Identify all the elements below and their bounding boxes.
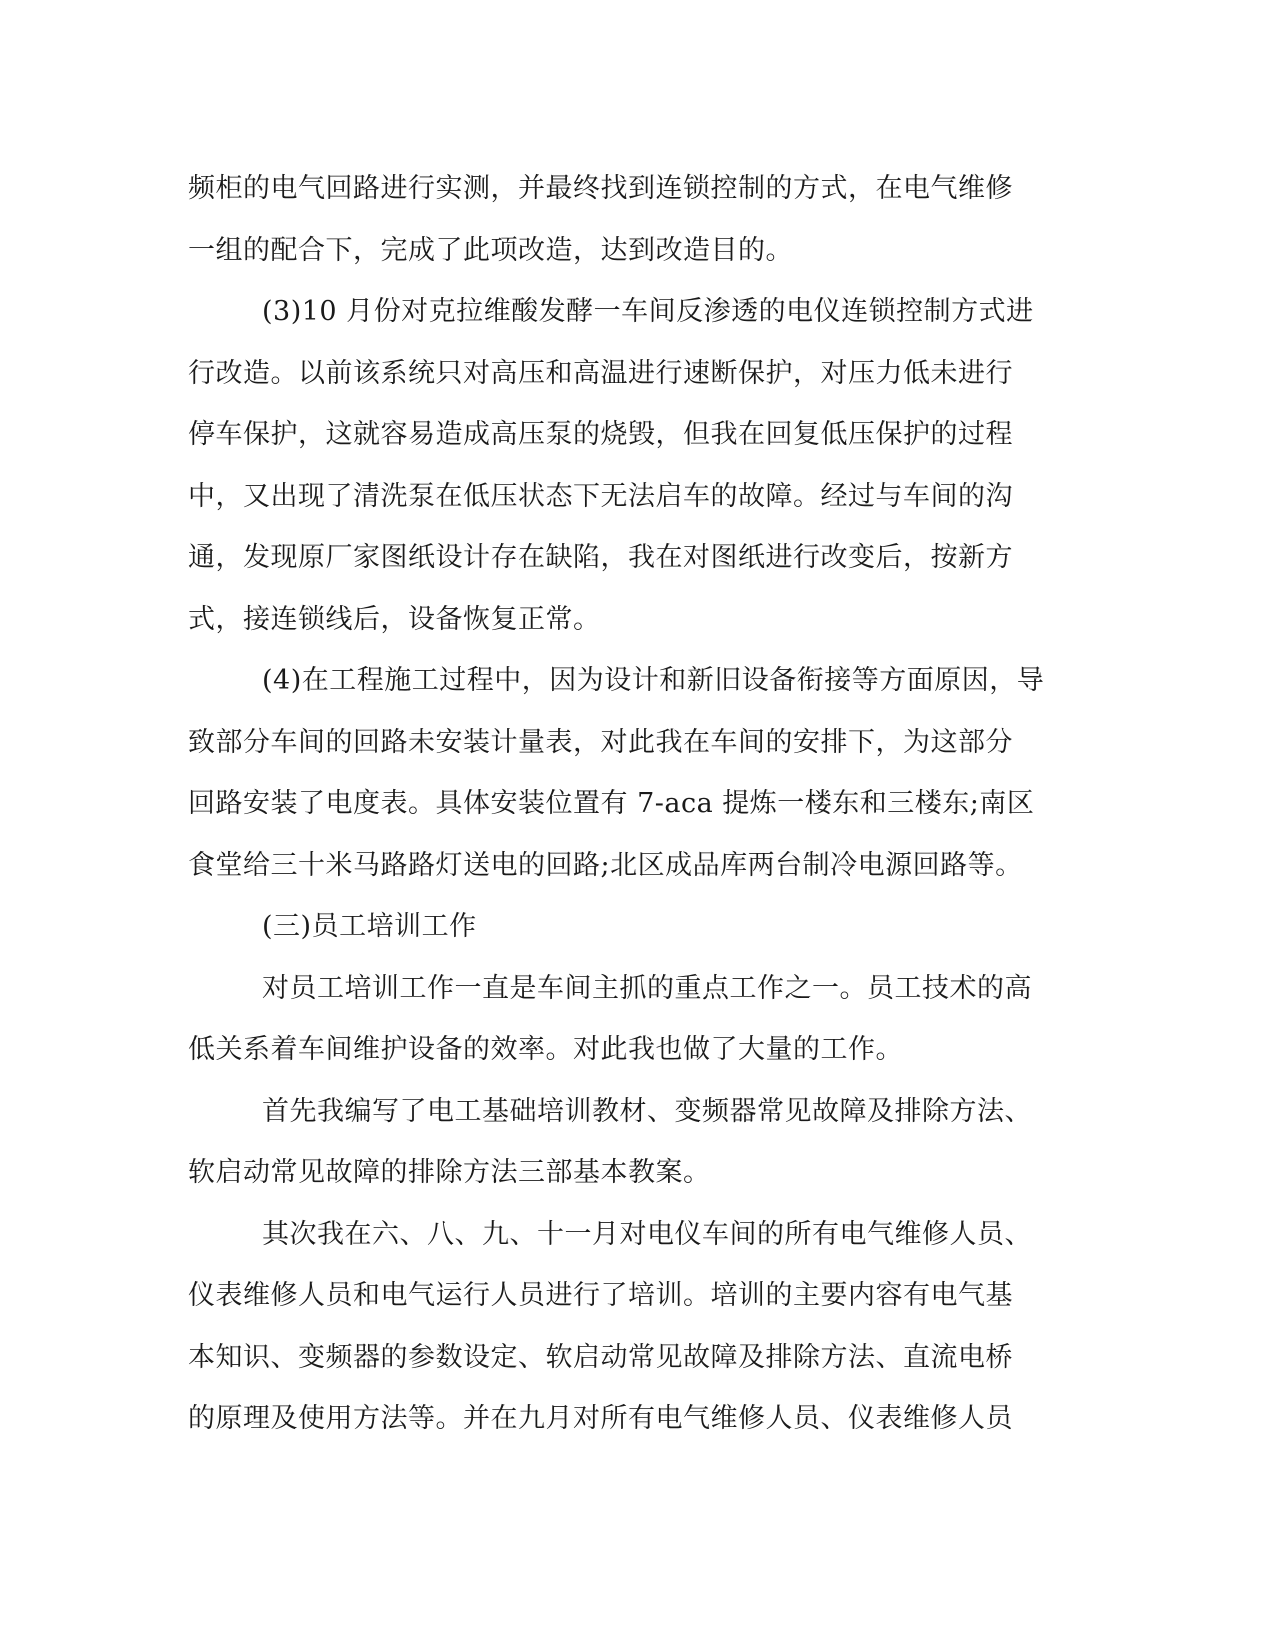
text-line: 频柜的电气回路进行实测，并最终找到连锁控制的方式，在电气维修 [188, 173, 1013, 204]
text-line: 仪表维修人员和电气运行人员进行了培训。培训的主要内容有电气基 [188, 1280, 1013, 1311]
text-line: 本知识、变频器的参数设定、软启动常见故障及排除方法、直流电桥 [188, 1341, 1013, 1373]
text-line: 一组的配合下，完成了此项改造，达到改造目的。 [188, 234, 793, 266]
text-line: 对员工培训工作一直是车间主抓的重点工作之一。员工技术的高 [262, 972, 1032, 1004]
body-text [188, 158, 1088, 1450]
text-line: 低关系着车间维护设备的效率。对此我也做了大量的工作。 [188, 1034, 903, 1065]
text-line: 的原理及使用方法等。并在九月对所有电气维修人员、仪表维修人员 [188, 1403, 1013, 1434]
text-line: 首先我编写了电工基础培训教材、变频器常见故障及排除方法、 [262, 1095, 1032, 1127]
text-line: 致部分车间的回路未安装计量表，对此我在车间的安排下，为这部分 [188, 726, 1013, 758]
text-line: 软启动常见故障的排除方法三部基本教案。 [188, 1157, 711, 1188]
text-line: 中，又出现了清洗泵在低压状态下无法启车的故障。经过与车间的沟 [188, 480, 1013, 512]
text-line: 其次我在六、八、九、十一月对电仪车间的所有电气维修人员、 [262, 1218, 1032, 1250]
text-line: 回路安装了电度表。具体安装位置有 7-aca 提炼一楼东和三楼东;南区 [188, 788, 1035, 819]
text-line: 通，发现原厂家图纸设计存在缺陷，我在对图纸进行改变后，按新方 [188, 542, 1013, 573]
text-line: (4)在工程施工过程中，因为设计和新旧设备衔接等方面原因，导 [262, 665, 1045, 696]
text-line: (3)10 月份对克拉维酸发酵一车间反渗透的电仪连锁控制方式进 [262, 296, 1034, 327]
text-line: 式，接连锁线后，设备恢复正常。 [188, 603, 601, 635]
text-line: 行改造。以前该系统只对高压和高温进行速断保护，对压力低未进行 [188, 357, 1013, 389]
text-line: 停车保护，这就容易造成高压泵的烧毁，但我在回复低压保护的过程 [188, 419, 1013, 450]
text-line: (三)员工培训工作 [262, 911, 477, 942]
text-line: 食堂给三十米马路路灯送电的回路;北区成品库两台制冷电源回路等。 [188, 849, 1023, 881]
